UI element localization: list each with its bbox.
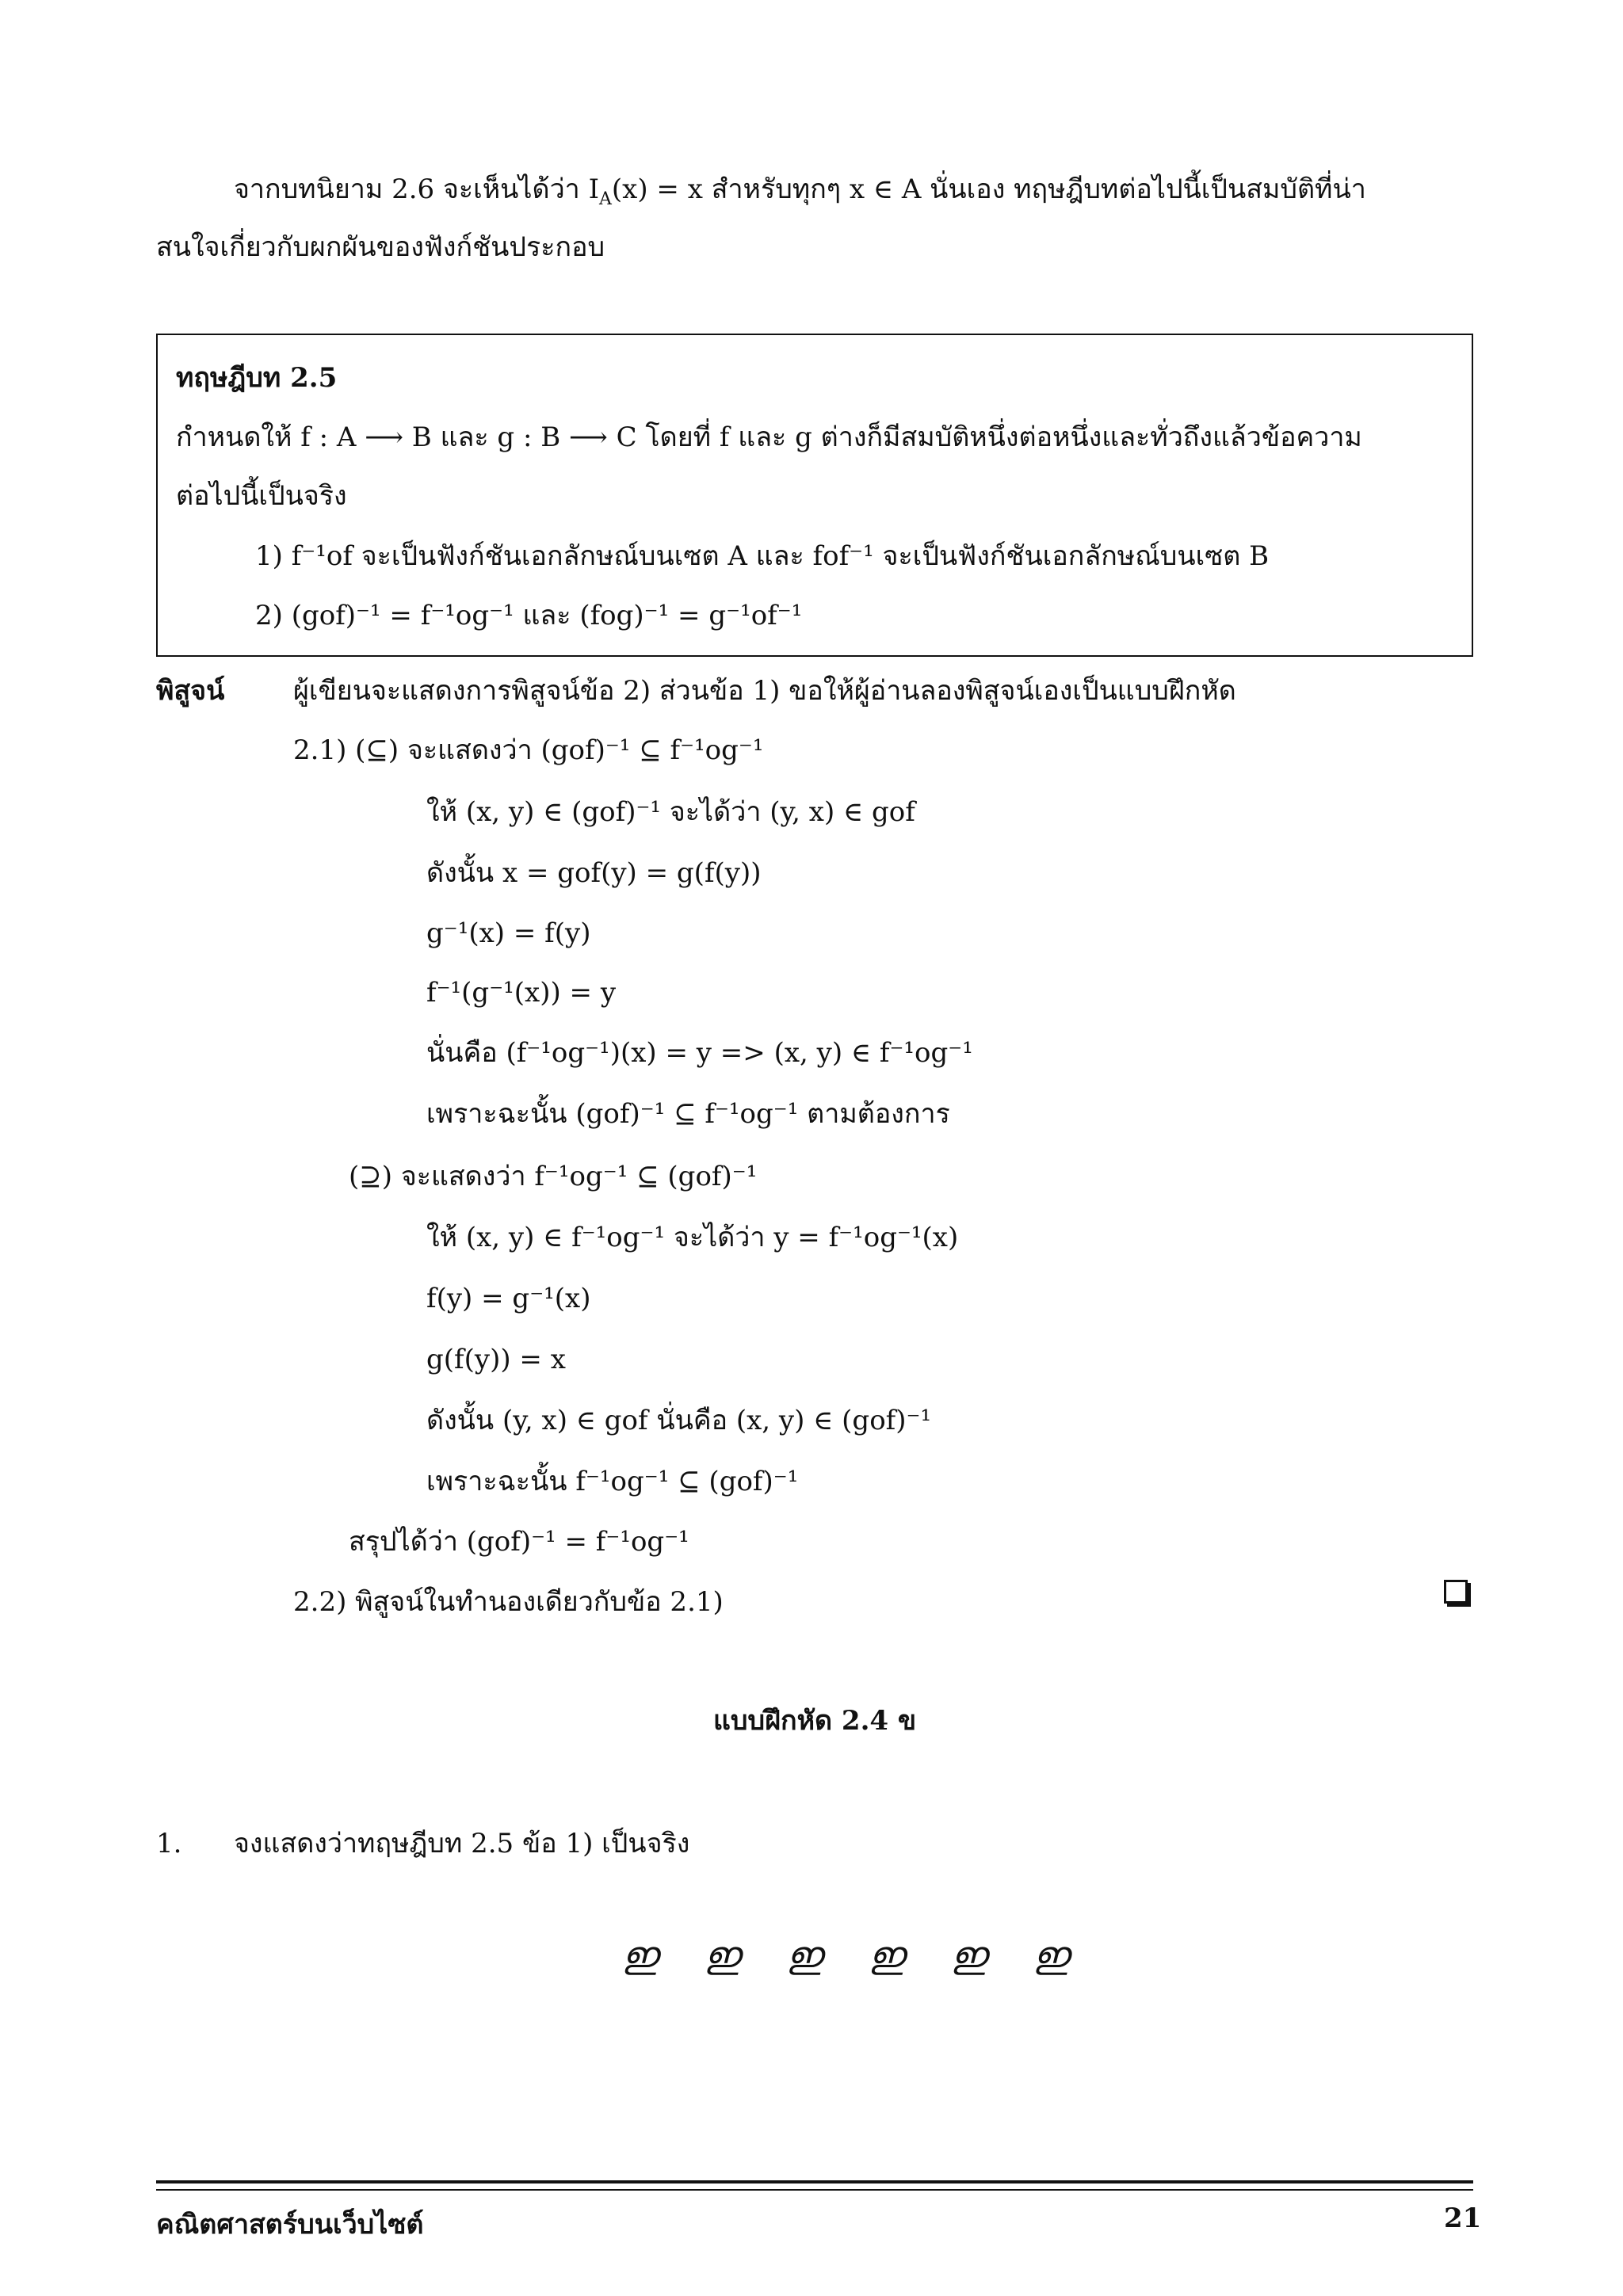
exercise-title: แบบฝึกหัด 2.4 ข [713,1705,917,1737]
exercise-item-text: จงแสดงว่าทฤษฎีบท 2.5 ข้อ 1) เป็นจริง [234,1828,690,1859]
theorem-item-2: 2) (gof)⁻¹ = f⁻¹og⁻¹ และ (fog)⁻¹ = g⁻¹of⁻¹ [255,600,803,631]
qed-square-icon [1444,1580,1468,1604]
identity-subscript: A [599,189,612,209]
intro-line-1-end: (x) = x สำหรับทุกๆ x ∈ A นั่นเอง ทฤษฎีบทต่อไปนี้เป็นสมบัติที่น่า [611,174,1366,205]
proof-subset-line-3: g⁻¹(x) = f(y) [426,917,591,949]
proof-subset-line-6: เพราะฉะนั้น (gof)⁻¹ ⊆ f⁻¹og⁻¹ ตามต้องการ [426,1098,950,1130]
proof-intro: ผู้เขียนจะแสดงการพิสูจน์ข้อ 2) ส่วนข้อ 1) ขอให้ผู้อ่านลองพิสูจน์เองเป็นแบบฝึกหัด [293,675,1236,707]
proof-superset-line-5: เพราะฉะนั้น f⁻¹og⁻¹ ⊆ (gof)⁻¹ [426,1466,799,1497]
proof-superset-line-2: f(y) = g⁻¹(x) [426,1283,591,1314]
intro-line-1 [234,172,1366,207]
intro-line-1-start: จากบทนิยาม 2.6 จะเห็นได้ว่า I [234,174,600,205]
exercise-item-number: 1. [156,1828,182,1859]
proof-subset-line-5: นั่นคือ (f⁻¹og⁻¹)(x) = y => (x, y) ∈ f⁻¹og⁻¹ [426,1037,973,1069]
proof-subset-line-2: ดังนั้น x = gof(y) = g(f(y)) [426,857,762,889]
proof-superset-heading: (⊇) จะแสดงว่า f⁻¹og⁻¹ ⊆ (gof)⁻¹ [349,1161,758,1192]
proof-subset-line-1: ให้ (x, y) ∈ (gof)⁻¹ จะได้ว่า (y, x) ∈ gof [426,796,915,828]
proof-step-2-1-heading: 2.1) (⊆) จะแสดงว่า (gof)⁻¹ ⊆ f⁻¹og⁻¹ [293,734,764,766]
proof-superset-line-1: ให้ (x, y) ∈ f⁻¹og⁻¹ จะได้ว่า y = f⁻¹og⁻¹(x) [426,1222,959,1253]
theorem-line-1: กำหนดให้ f : A ⟶ B และ g : B ⟶ C โดยที่ f และ g ต่างก็มีสมบัติหนึ่งต่อหนึ่งและทั่วถึงแล้วข้อความ [176,421,1362,453]
proof-subset-line-4: f⁻¹(g⁻¹(x)) = y [426,977,617,1009]
footer-site-name: คณิตศาสตร์บนเว็บไซต์ [156,2209,424,2241]
proof-superset-line-3: g(f(y)) = x [426,1344,566,1375]
proof-label: พิสูจน์ [156,675,225,707]
proof-conclusion: สรุปได้ว่า (gof)⁻¹ = f⁻¹og⁻¹ [349,1526,689,1558]
theorem-item-1: 1) f⁻¹of จะเป็นฟังก์ชันเอกลักษณ์บนเซต A และ fof⁻¹ จะเป็นฟังก์ชันเอกลักษณ์บนเซต B [255,540,1270,572]
theorem-title: ทฤษฎีบท 2.5 [176,362,338,394]
theorem-line-2: ต่อไปนี้เป็นจริง [176,480,347,512]
footer-rule-thin [156,2189,1473,2191]
proof-superset-line-4: ดังนั้น (y, x) ∈ gof นั่นคือ (x, y) ∈ (gof)⁻¹ [426,1405,932,1436]
footer-rule-thick [156,2180,1473,2183]
footer-page-number: 21 [1444,2203,1482,2234]
proof-step-2-2: 2.2) พิสูจน์ในทำนองเดียวกับข้อ 2.1) [293,1586,724,1618]
intro-line-2: สนใจเกี่ยวกับผกผันของฟังก์ชันประกอบ [156,231,605,263]
section-end-ornament: ഇ ഇ ഇ ഇ ഇ ഇ [622,1933,1086,1976]
